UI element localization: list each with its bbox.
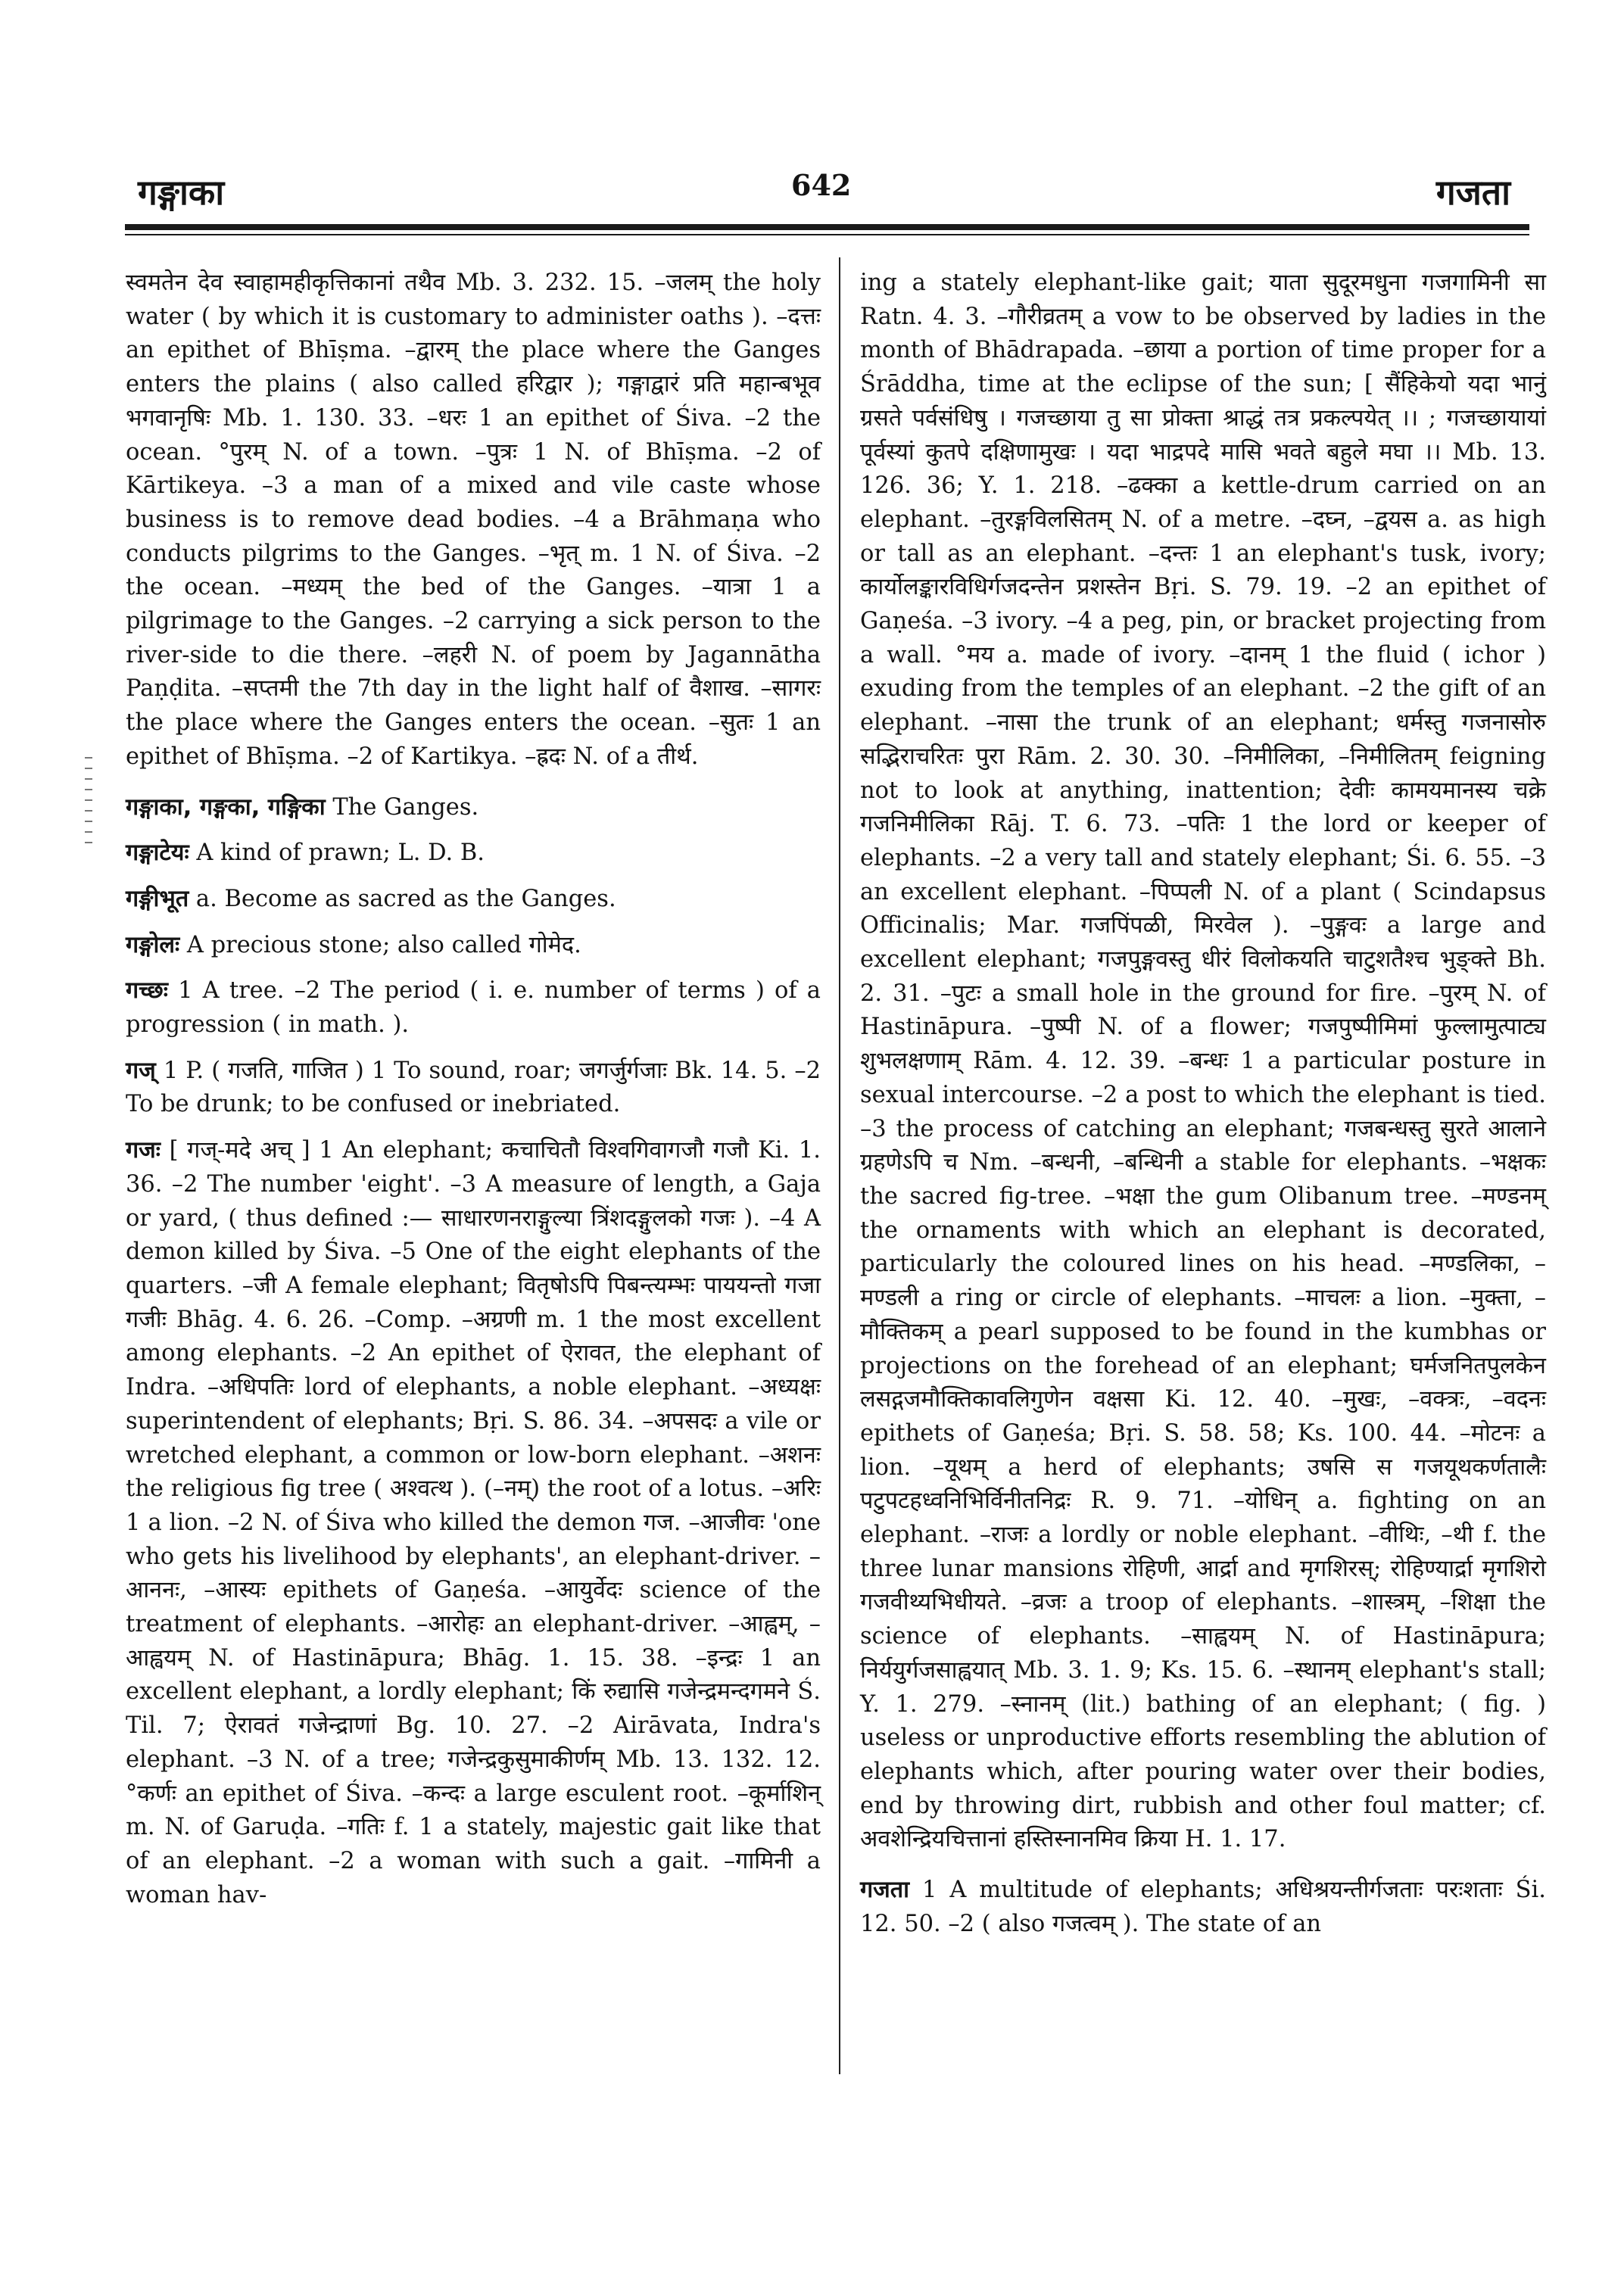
entry <box>126 929 821 963</box>
entry <box>860 266 1546 1857</box>
entry-text: a. Become as sacred as the Ganges. <box>195 885 616 912</box>
column-divider <box>839 257 840 2074</box>
entry-headword: गजः <box>126 1137 161 1164</box>
entry <box>126 1134 821 1912</box>
entry-headword: गङ्गीभूत <box>126 885 189 912</box>
entry-text: A precious stone; also called गोमेद. <box>186 931 581 958</box>
entry <box>126 1055 821 1122</box>
entry-text: ing a stately elephant-like gait; याता सुदूरमधुना गजगामिनी सा Ratn. 4. 3. –गौरीव्रतम् a vow to be observed by ladies in the month of Bhādrapada. –छाया a portion of time proper for a Śrāddha, time at the eclipse of the sun; [ सैंहिकेयो यदा भानुं ग्रसते पर्वसंधिषु । गजच्छाया तु सा प्रोक्ता श्राद्धं तत्र प्रकल्पयेत् ।। ; गजच्छायायां पूर्वस्यां कुतपे दक्षिणामुखः । यदा भाद्रपदे मासि भवते बहुले मघा ।। Mb. 13. 126. 36; Y. 1. 218. –ढक्का a kettle-drum carried on an elephant. –तुरङ्गविलसितम् N. of a metre. –दघ्न, –द्वयस a. as high or tall as an elephant. –दन्तः 1 an elephant's tusk, ivory; कार्योलङ्कारविधिर्गजदन्तेन प्रशस्तेन Bṛi. S. 79. 19. –2 an epithet of Gaṇeśa. –3 ivory. –4 a peg, pin, or bracket projecting from a wall. °मय a. made of ivory. –दानम् 1 the fluid ( ichor ) exuding from the temples of an elephant. –2 the gift of an elephant. –नासा the trunk of an elephant; धर्मस्तु गजनासोरु सद्भिराचरितः पुरा Rām. 2. 30. 30. –निमीलिका, –निमीलितम् feigning not to look at anything, inattention; देवीः कामयमानस्य चक्रे गजनिमीलिका Rāj. T. 6. 73. –पतिः 1 the lord or keeper of elephants. –2 a very tall and stately elephant; Śi. 6. 55. –3 an excellent elephant. –पिप्पली N. of a plant ( Scindapsus Officinalis; Mar. गजपिंपळी, मिरवेल ). –पुङ्गवः a large and excellent elephant; गजपुङ्गवस्तु धीरं विलोकयति चाटुशतैश्च भुङ्क्ते Bh. 2. 31. –पुटः a small hole in the ground for fire. –पुरम् N. of Hastināpura. –पुष्पी N. of a flower; गजपुष्पीमिमां फुल्लामुत्पाट्य शुभलक्षणाम् Rām. 4. 12. 39. –बन्धः 1 a particular posture in sexual intercourse. –2 a post to which the elephant is tied. –3 the process of catching an elephant; गजबन्धस्तु सुरते आलाने ग्रहणेऽपि च Nm. –बन्धनी, –बन्धिनी a stable for elephants. –भक्षकः the sacred fig-tree. –भक्षा the gum Olibanum tree. –मण्डनम् the ornaments with which an elephant is decorated, particularly the coloured lines on his head. –मण्डलिका, –मण्डली a ring or circle of elephants. –माचलः a lion. –मुक्ता, –मौक्तिकम् a pearl supposed to be found in the kumbhas or projections on the forehead of an elephant; घर्मजनितपुलकेन लसद्गजमौक्तिकावलिगुणेन वक्षसा Ki. 12. 40. –मुखः, –वक्त्रः, –वदनः epithets of Gaṇeśa; Bṛi. S. 58. 58; Ks. 100. 44. –मोटनः a lion. –यूथम् a herd of elephants; उषसि स गजयूथकर्णतालैः पटुपटहध्वनिभिर्विनीतनिद्रः R. 9. 71. –योधिन् a. fighting on an elephant. –राजः a lordly or noble elephant. –वीथिः, –थी f. the three lunar mansions रोहिणी, आर्द्रा and मृगशिरस्; रोहिण्यार्द्रा मृगशिरो गजवीथ्यभिधीयते. –व्रजः a troop of elephants. –शास्त्रम्, –शिक्षा the science of elephants. –साह्वयम् N. of Hastināpura; निर्ययुर्गजसाह्वयात् Mb. 3. 1. 9; Ks. 15. 6. –स्थानम् elephant's stall; Y. 1. 279. –स्नानम् (lit.) bathing of an elephant; ( fig. ) useless or unproductive efforts resembling the ablution of elephants which, after pouring water over their bodies, end by throwing dirt, rubbish and other foul matter; cf. अवशेन्द्रियचित्तानां हस्तिस्नानमिव क्रिया H. 1. 17. <box>860 269 1546 1853</box>
entry-text: 1 A tree. –2 The period ( i. e. number of terms ) of a progression ( in math. ). <box>126 977 821 1039</box>
entry-headword: गङ्गोलः <box>126 931 180 958</box>
entry <box>126 883 821 917</box>
left-column <box>126 266 821 1924</box>
entry <box>860 1874 1546 1941</box>
entry-text: [ गज्-मदे अच् ] 1 An elephant; कचाचितौ विश्वगिवागजौ गजौ Ki. 1. 36. –2 The number 'eight'. –3 A measure of length, a Gaja or yard, ( thus defined :— साधारणनराङ्गुल्या त्रिंशदङ्गुलको गजः ). –4 A demon killed by Śiva. –5 One of the eight elephants of the quarters. –जी A female elephant; वितृषोऽपि पिबन्त्यम्भः पाययन्तो गजा गजीः Bhāg. 4. 6. 26. –Comp. –अग्रणी m. 1 the most excellent among elephants. –2 An epithet of ऐरावत, the elephant of Indra. –अधिपतिः lord of elephants, a noble elephant. –अध्यक्षः superintendent of elephants; Bṛi. S. 86. 34. –अपसदः a vile or wretched elephant, a common or low-born elephant. –अशनः the religious fig tree ( अश्वत्थ ). (–नम्) the root of a lotus. –अरिः 1 a lion. –2 N. of Śiva who killed the demon गज. –आजीवः 'one who gets his livelihood by elephants', an elephant-driver. –आननः, –आस्यः epithets of Gaṇeśa. –आयुर्वेदः science of the treatment of elephants. –आरोहः an elephant-driver. –आह्वम्, –आह्वयम् N. of Hastināpura; Bhāg. 1. 15. 38. –इन्द्रः 1 an excellent elephant, a lordly elephant; किं रुद्यासि गजेन्द्रमन्दगमने Ś. Til. 7; ऐरावतं गजेन्द्राणां Bg. 10. 27. –2 Airāvata, Indra's elephant. –3 N. of a tree; गजेन्द्रकुसुमाकीर्णम् Mb. 13. 132. 12. °कर्णः an epithet of Śiva. –कन्दः a large esculent root. –कूर्माशिन् m. N. of Garuḍa. –गतिः f. 1 a stately, majestic gait like that of an elephant. –2 a woman with such a gait. –गामिनी a woman hav- <box>126 1137 821 1908</box>
margin-ticks <box>85 757 92 848</box>
entry-text: स्वमतेन देव स्वाहामहीकृत्तिकानां तथैव Mb. 3. 232. 15. –जलम् the holy water ( by which it is customary to administer oaths ). –दत्तः an epithet of Bhīṣma. –द्वारम् the place where the Ganges enters the plains ( also called हरिद्वार ); गङ्गाद्वारं प्रति महान्बभूव भगवानृषिः Mb. 1. 130. 33. –धरः 1 an epithet of Śiva. –2 the ocean. °पुरम् N. of a town. –पुत्रः 1 N. of Bhīṣma. –2 of Kārtikeya. –3 a man of a mixed and vile caste whose business is to remove dead bodies. –4 a Brāhmaṇa who conducts pilgrims to the Ganges. –भृत् m. 1 N. of Śiva. –2 the ocean. –मध्यम् the bed of the Ganges. –यात्रा 1 a pilgrimage to the Ganges. –2 carrying a sick person to the river-side to die there. –लहरी N. of poem by Jagannātha Paṇḍita. –सप्तमी the 7th day in the light half of वैशाख. –सागरः the place where the Ganges enters the ocean. –सुतः 1 an epithet of Bhīṣma. –2 of Kartikya. –ह्रदः N. of a तीर्थ. <box>126 269 821 770</box>
entry-headword: गच्छः <box>126 977 168 1005</box>
entry-headword: गजता <box>860 1877 910 1904</box>
page-number: 642 <box>791 168 852 202</box>
header-rule-thick <box>125 224 1529 230</box>
entry <box>126 974 821 1042</box>
entry <box>126 266 821 774</box>
entry-headword: गङ्गाका, गङ्गका, गङ्गिका <box>126 793 326 821</box>
entry <box>126 837 821 871</box>
header-rule-thin <box>125 234 1529 235</box>
entry-text: A kind of prawn; L. D. B. <box>196 840 485 867</box>
entry-text: 1 P. ( गजति, गाजित ) 1 To sound, roar; जगर्जुर्गजाः Bk. 14. 5. –2 To be drunk; to be confused or inebriated. <box>126 1057 821 1118</box>
entry <box>126 791 821 825</box>
entry-text: The Ganges. <box>332 793 479 821</box>
entry-text: 1 A multitude of elephants; अधिश्रयन्तीर्गजताः परःशताः Śi. 12. 50. –2 ( also गजत्वम् ). The state of an <box>860 1877 1546 1937</box>
right-column <box>860 266 1546 1953</box>
entry-headword: गज् <box>126 1057 156 1084</box>
running-head-right: गजता <box>1435 172 1510 213</box>
entry-headword: गङ्गाटेयः <box>126 840 189 867</box>
running-head-left: गङ्गाका <box>138 172 225 213</box>
